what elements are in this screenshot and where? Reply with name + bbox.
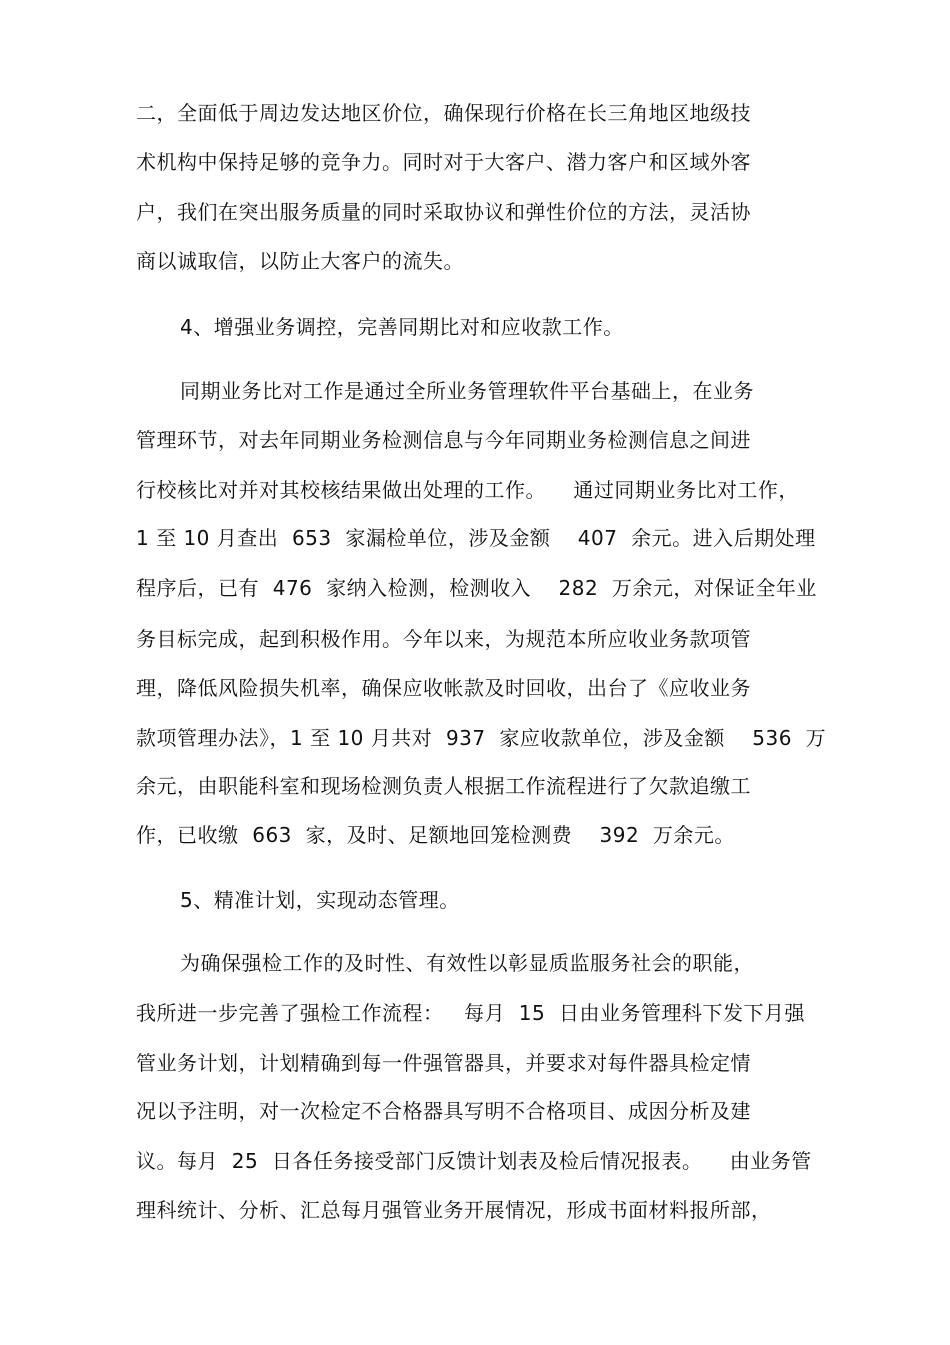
- section-heading: 5、精准计划，实现动态管理。: [180, 888, 460, 912]
- section-heading: 4、增强业务调控，完善同期比对和应收款工作。: [180, 315, 624, 339]
- text-line: 我所进一步完善了强检工作流程： 每月 15 日由业务管理科下发下月强: [136, 1001, 805, 1025]
- text-line: 管理环节，对去年同期业务检测信息与今年同期业务检测信息之间进: [136, 428, 751, 452]
- text-line: 术机构中保持足够的竞争力。同时对于大客户、潜力客户和区域外客: [136, 150, 751, 174]
- text-line: 况以予注明，对一次检定不合格器具写明不合格项目、成因分析及建: [136, 1099, 751, 1123]
- text-line: 为确保强检工作的及时性、有效性以彰显质监服务社会的职能，: [180, 951, 754, 975]
- text-line: 商以诚取信，以防止大客户的流失。: [136, 249, 464, 273]
- text-line: 二，全面低于周边发达地区价位，确保现行价格在长三角地区地级技: [136, 101, 751, 125]
- text-line: 款项管理办法》，1 至 10 月共对 937 家应收款单位，涉及金额 536 万: [136, 726, 827, 750]
- text-line: 作，已收缴 663 家，及时、足额地回笼检测费 392 万余元。: [136, 823, 735, 847]
- text-line: 务目标完成，起到积极作用。今年以来，为规范本所应收业务款项管: [136, 627, 751, 651]
- text-line: 程序后，已有 476 家纳入检测，检测收入 282 万余元，对保证全年业: [136, 576, 817, 600]
- text-line: 理，降低风险损失机率，确保应收帐款及时回收，出台了《应收业务: [136, 676, 751, 700]
- text-line: 管业务计划，计划精确到每一件强管器具，并要求对每件器具检定情: [136, 1051, 751, 1075]
- text-line: 余元，由职能科室和现场检测负责人根据工作流程进行了欠款追缴工: [136, 774, 751, 798]
- text-line: 同期业务比对工作是通过全所业务管理软件平台基础上，在业务: [180, 379, 754, 403]
- text-line: 议。每月 25 日各任务接受部门反馈计划表及检后情况报表。 由业务管: [136, 1149, 812, 1173]
- text-line: 理科统计、分析、汇总每月强管业务开展情况，形成书面材料报所部，: [136, 1198, 772, 1222]
- text-line: 1 至 10 月查出 653 家漏检单位，涉及金额 407 余元。进入后期处理: [136, 526, 816, 550]
- text-line: 户，我们在突出服务质量的同时采取协议和弹性价位的方法，灵活协: [136, 200, 751, 224]
- text-line: 行校核比对并对其校核结果做出处理的工作。 通过同期业务比对工作，: [136, 478, 799, 502]
